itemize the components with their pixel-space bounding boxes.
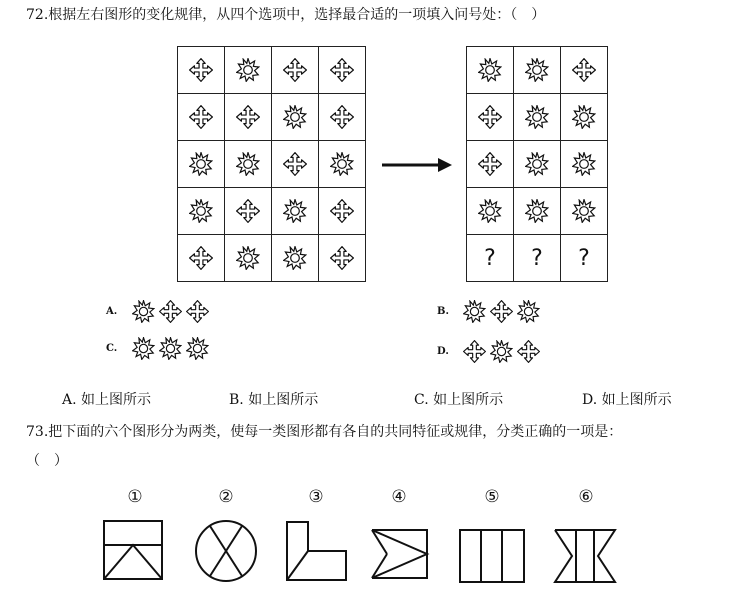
- four-arrow-cross-icon: [572, 58, 596, 82]
- left-grid-cell: [272, 141, 319, 188]
- option-label: A.: [106, 306, 118, 317]
- sun-icon: [490, 340, 513, 363]
- figure-label-1: ①: [127, 487, 143, 507]
- sun-icon: [189, 152, 213, 176]
- sun-icon: [132, 300, 155, 323]
- right-grid-cell: [514, 47, 561, 94]
- four-arrow-cross-icon: [189, 58, 213, 82]
- right-arrow-icon: [382, 155, 454, 175]
- figure-4-arrow-shape: [369, 522, 433, 584]
- sun-icon: [525, 58, 549, 82]
- left-grid-cell: [178, 141, 225, 188]
- left-grid-cell: [319, 94, 366, 141]
- question-mark: ?: [578, 245, 590, 271]
- left-grid-cell: [178, 188, 225, 235]
- figure-label-3: ③: [308, 487, 324, 507]
- option-label: B.: [437, 306, 449, 317]
- right-grid-cell: [561, 188, 608, 235]
- four-arrow-cross-icon: [236, 105, 260, 129]
- right-grid-cell: [561, 141, 608, 188]
- right-question-cell: [514, 235, 561, 282]
- sun-icon: [283, 199, 307, 223]
- option-label: C.: [106, 343, 118, 354]
- option-row-c[interactable]: [106, 337, 209, 360]
- four-arrow-cross-icon: [236, 199, 260, 223]
- sun-icon: [517, 300, 540, 323]
- sun-icon: [463, 300, 486, 323]
- four-arrow-cross-icon: [330, 199, 354, 223]
- right-question-cell: [467, 235, 514, 282]
- option-label: D.: [437, 346, 449, 357]
- right-grid-cell: [514, 94, 561, 141]
- figure-label-4: ④: [391, 487, 407, 507]
- left-grid-cell: [319, 47, 366, 94]
- sun-icon: [572, 199, 596, 223]
- sun-icon: [525, 105, 549, 129]
- choice-a[interactable]: A. 如上图所示: [62, 392, 152, 408]
- left-grid-cell: [178, 94, 225, 141]
- right-grid-cell: [514, 141, 561, 188]
- sun-icon: [159, 337, 182, 360]
- left-grid-cell: [225, 235, 272, 282]
- question-mark: ?: [484, 245, 496, 271]
- sun-icon: [236, 58, 260, 82]
- right-grid-cell: [467, 188, 514, 235]
- left-grid-cell: [225, 94, 272, 141]
- question-mark: ?: [531, 245, 543, 271]
- sun-icon: [283, 105, 307, 129]
- right-pattern-grid: [466, 46, 608, 282]
- four-arrow-cross-icon: [330, 105, 354, 129]
- four-arrow-cross-icon: [463, 340, 486, 363]
- four-arrow-cross-icon: [330, 58, 354, 82]
- right-grid-cell: [467, 141, 514, 188]
- q73-question-text: 73.把下面的六个图形分为两类，使每一类图形都有各自的共同特征或规律，分类正确的一项是：: [26, 424, 623, 440]
- figure-label-5: ⑤: [484, 487, 500, 507]
- left-grid-cell: [272, 47, 319, 94]
- four-arrow-cross-icon: [283, 152, 307, 176]
- sun-icon: [330, 152, 354, 176]
- sun-icon: [525, 199, 549, 223]
- sun-icon: [186, 337, 209, 360]
- option-row-a[interactable]: [106, 300, 209, 323]
- right-question-cell: [561, 235, 608, 282]
- four-arrow-cross-icon: [283, 58, 307, 82]
- figure-2-circle-x: [193, 518, 259, 584]
- sun-icon: [132, 337, 155, 360]
- left-grid-cell: [272, 235, 319, 282]
- option-row-d[interactable]: [437, 340, 540, 363]
- four-arrow-cross-icon: [490, 300, 513, 323]
- figure-6-bowtie: [552, 527, 618, 585]
- figure-3-l-shape: [284, 518, 350, 584]
- sun-icon: [525, 152, 549, 176]
- left-grid-cell: [225, 188, 272, 235]
- right-grid-cell: [561, 94, 608, 141]
- q72-question-text: 72.根据左右图形的变化规律，从四个选项中，选择最合适的一项填入问号处：（ ）: [26, 7, 546, 23]
- sun-icon: [283, 246, 307, 270]
- figure-label-6: ⑥: [578, 487, 594, 507]
- figure-1-square-triangle: [100, 518, 166, 584]
- four-arrow-cross-icon: [189, 105, 213, 129]
- four-arrow-cross-icon: [478, 152, 502, 176]
- right-grid-cell: [561, 47, 608, 94]
- left-grid-cell: [178, 47, 225, 94]
- choice-c[interactable]: C. 如上图所示: [414, 392, 504, 408]
- left-grid-cell: [272, 94, 319, 141]
- left-grid-cell: [319, 235, 366, 282]
- left-pattern-grid: [177, 46, 366, 282]
- option-row-b[interactable]: [437, 300, 540, 323]
- figure-5-three-columns: [457, 527, 527, 585]
- four-arrow-cross-icon: [478, 105, 502, 129]
- left-grid-cell: [225, 47, 272, 94]
- sun-icon: [236, 246, 260, 270]
- right-grid-cell: [467, 94, 514, 141]
- four-arrow-cross-icon: [159, 300, 182, 323]
- right-grid-cell: [467, 47, 514, 94]
- four-arrow-cross-icon: [330, 246, 354, 270]
- four-arrow-cross-icon: [186, 300, 209, 323]
- four-arrow-cross-icon: [517, 340, 540, 363]
- left-grid-cell: [319, 141, 366, 188]
- left-grid-cell: [225, 141, 272, 188]
- sun-icon: [572, 105, 596, 129]
- left-grid-cell: [272, 188, 319, 235]
- choice-b[interactable]: B. 如上图所示: [229, 392, 319, 408]
- right-grid-cell: [514, 188, 561, 235]
- left-grid-cell: [319, 188, 366, 235]
- figure-label-2: ②: [218, 487, 234, 507]
- choice-d[interactable]: D. 如上图所示: [582, 392, 672, 408]
- left-grid-cell: [178, 235, 225, 282]
- four-arrow-cross-icon: [189, 246, 213, 270]
- sun-icon: [572, 152, 596, 176]
- sun-icon: [478, 199, 502, 223]
- sun-icon: [478, 58, 502, 82]
- sun-icon: [236, 152, 260, 176]
- sun-icon: [189, 199, 213, 223]
- q73-answer-paren: （ ）: [26, 453, 68, 469]
